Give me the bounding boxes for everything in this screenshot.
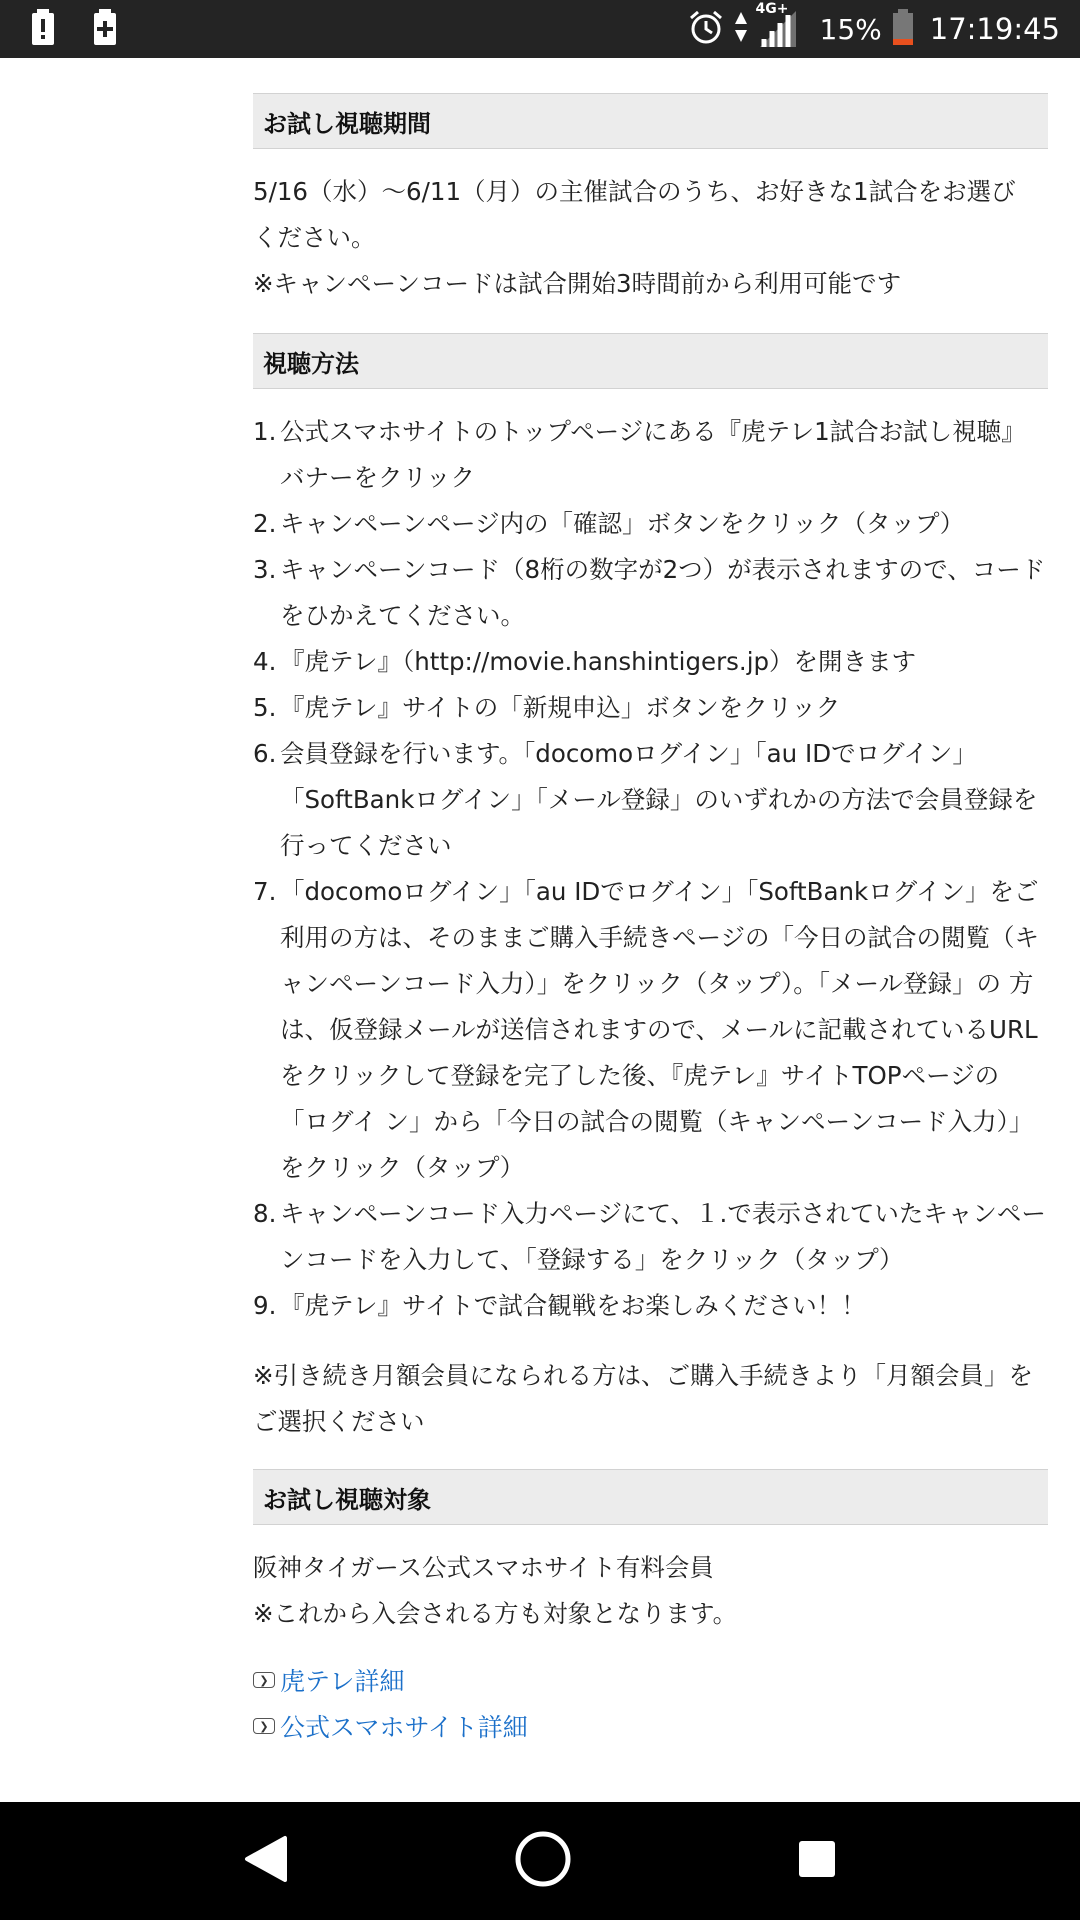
step-text: 『虎テレ』（http://movie.hanshintigers.jp）を開きます: [280, 647, 917, 676]
step-number: 5.: [253, 693, 277, 722]
data-arrows-icon: [734, 10, 748, 48]
section-heading-how-to: 視聴方法: [253, 333, 1048, 389]
list-item: [253, 731, 1048, 869]
step-text: 『虎テレ』サイトで試合観戦をお楽しみください！！: [280, 1291, 866, 1320]
trial-period-line: ください。: [253, 223, 376, 252]
list-item: [253, 547, 1048, 639]
step-text: キャンペーンコード入力ページにて、１.で表示されていたキャンペーンコードを入力して、「登録する」をクリック（タップ）: [280, 1199, 1046, 1274]
trial-period-text: [253, 169, 1048, 307]
step-number: 9.: [253, 1291, 277, 1320]
list-item: [253, 409, 1048, 501]
step-number: 8.: [253, 1199, 277, 1228]
battery-alert-icon: [30, 9, 56, 49]
link-row: [253, 1657, 1048, 1703]
home-button[interactable]: [514, 1830, 572, 1892]
battery-saver-icon: [92, 9, 118, 49]
clock: 17:19:45: [929, 12, 1060, 46]
alarm-icon: [688, 9, 724, 49]
official-site-detail-link[interactable]: 公式スマホサイト詳細: [280, 1713, 528, 1742]
step-text: 公式スマホサイトのトップページにある『虎テレ1試合お試し視聴』バナーをクリック: [280, 417, 1026, 492]
step-number: 6.: [253, 739, 277, 768]
signal-icon: [755, 1, 798, 49]
battery-icon: [892, 9, 914, 49]
trial-period-line: 5/16（水）〜6/11（月）の主催試合のうち、お好きな1試合をお選び: [253, 177, 1016, 206]
how-to-steps: [253, 409, 1048, 1329]
list-item: [253, 501, 1048, 547]
section-heading-trial-period: お試し視聴期間: [253, 93, 1048, 149]
back-button[interactable]: [243, 1834, 289, 1888]
list-item: [253, 685, 1048, 731]
recents-button[interactable]: [797, 1839, 837, 1883]
target-line: 阪神タイガース公式スマホサイト有料会員: [253, 1553, 714, 1582]
step-number: 3.: [253, 555, 277, 584]
trial-period-note: ※キャンペーンコードは試合開始3時間前から利用可能です: [253, 269, 902, 298]
step-text: 『虎テレ』サイトの「新規申込」ボタンをクリック: [280, 693, 841, 722]
detail-links: [253, 1657, 1048, 1749]
step-text: キャンペーンコード（8桁の数字が2つ）が表示されますので、コードをひかえてください。: [280, 555, 1046, 630]
target-note: ※これから入会される方も対象となります。: [253, 1599, 738, 1628]
page-content: [253, 58, 1048, 1802]
battery-percent: 15%: [819, 12, 882, 46]
list-item: [253, 1283, 1048, 1329]
list-item: [253, 869, 1048, 1191]
step-number: 7.: [253, 877, 277, 906]
status-bar: [0, 0, 1080, 58]
section-heading-target: お試し視聴対象: [253, 1469, 1048, 1525]
chevron-right-icon: ❯: [253, 1672, 275, 1688]
how-to-note: ※引き続き月額会員になられる方は、ご購入手続きより「月額会員」をご選択ください: [253, 1361, 1034, 1436]
link-row: [253, 1703, 1048, 1749]
step-number: 2.: [253, 509, 277, 538]
step-number: 4.: [253, 647, 277, 676]
list-item: [253, 639, 1048, 685]
step-text: 会員登録を行います。「docomoログイン」「au IDでログイン」「SoftBankログイン」「メール登録」のいずれかの方法で会員登録を行ってください: [280, 739, 1038, 860]
step-text: 「docomoログイン」「au IDでログイン」「SoftBankログイン」をご利用の方は、そのままご購入手続きページの「今日の試合の閲覧（キャンペーンコード入力）」をクリック（タップ）。「メール登録」の 方は、仮登録メールが送信されますので、メールに記載されているURLをクリックして登録を完了した後、『虎テレ』サイトTOPページの「ログイ ン」から「今日の試合の閲覧（キャンペーンコード入力）」をクリック（タップ）: [280, 877, 1040, 1182]
step-number: 1.: [253, 417, 277, 446]
navigation-bar: [0, 1802, 1080, 1920]
tora-tele-detail-link[interactable]: 虎テレ詳細: [280, 1667, 405, 1696]
list-item: [253, 1191, 1048, 1283]
network-type-label: 4G+: [755, 1, 789, 17]
step-text: キャンペーンページ内の「確認」ボタンをクリック（タップ）: [280, 509, 965, 538]
chevron-right-icon: ❯: [253, 1718, 275, 1734]
target-text: [253, 1545, 1048, 1637]
